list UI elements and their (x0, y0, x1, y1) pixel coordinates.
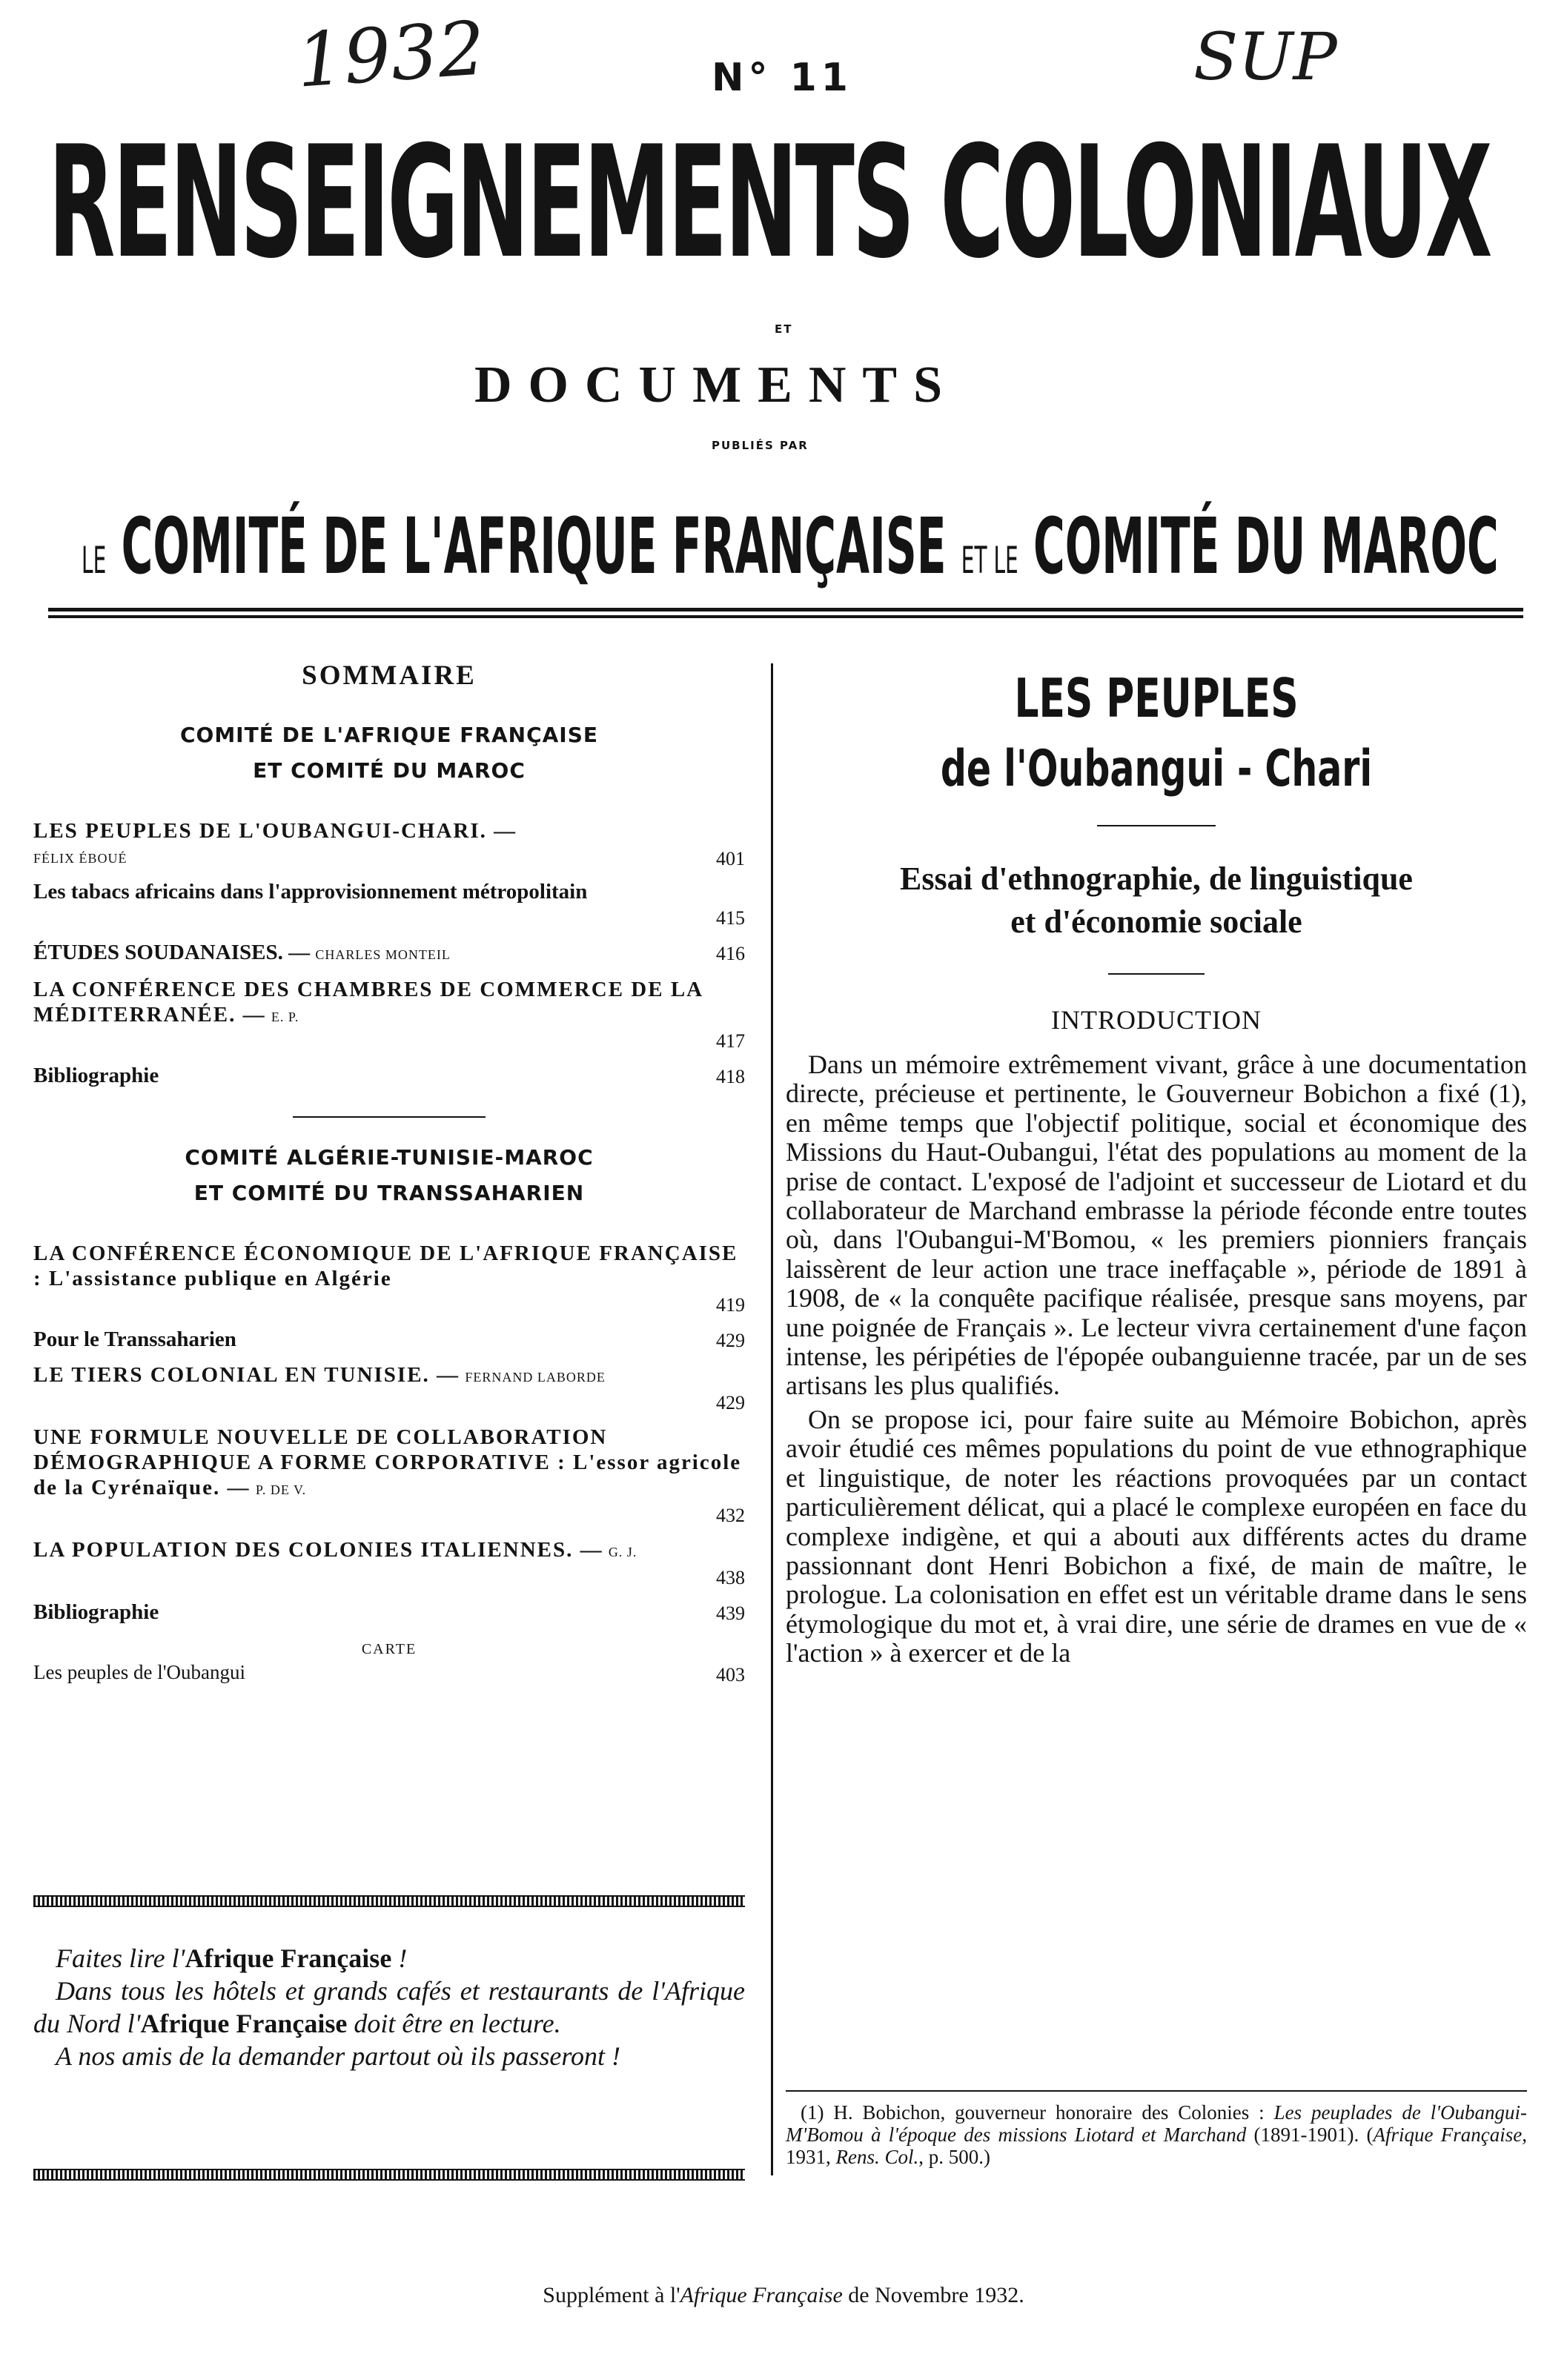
article-subtitle (786, 858, 1527, 944)
promo-line2-c: doit être en lecture. (347, 2009, 561, 2038)
toc-entry-title: LE TIERS COLONIAL EN TUNISIE. — (33, 1363, 460, 1387)
footnote-c: (1891-1901). ( (1246, 2124, 1374, 2146)
masthead-title: RENSEIGNEMENTS COLONIAUX (48, 113, 1491, 293)
toc-entry[interactable] (33, 1362, 745, 1416)
masthead-documents: DOCUMENTS (474, 357, 959, 414)
section1-heading-line2: ET COMITÉ DU MAROC (253, 758, 526, 783)
toc-entry-author: FERNAND LABORDE (465, 1370, 606, 1385)
promo-line3: A nos amis de la demander partout où ils passeront ! (56, 2041, 620, 2071)
masthead-committees (82, 501, 1499, 591)
toc-entry-page: 417 (713, 1029, 745, 1054)
issue-number: N° 11 (712, 56, 852, 100)
toc-entry[interactable] (33, 1241, 745, 1318)
promo-line1 (33, 1942, 745, 1975)
sommaire-heading: SOMMAIRE (302, 660, 477, 691)
toc-entry[interactable] (33, 818, 745, 872)
subtitle-rule (1108, 973, 1205, 975)
footnote-rule (786, 2090, 1527, 2092)
article-subtitle-line2: et d'économie sociale (1010, 904, 1302, 940)
toc-entry[interactable] (33, 1063, 745, 1090)
toc-entry-page: 429 (713, 1390, 745, 1416)
toc-entry-page: 438 (713, 1565, 745, 1591)
toc-entry[interactable] (33, 1537, 745, 1591)
masthead-committee-1: COMITÉ DE L'AFRIQUE FRANÇAISE (121, 501, 947, 591)
footer-a: Supplément à l' (543, 2283, 680, 2307)
toc-entry-page: 415 (713, 906, 745, 931)
promo-line2-b: Afrique Française (140, 2009, 348, 2038)
toc-entry-title: LA CONFÉRENCE ÉCONOMIQUE DE L'AFRIQUE FRANÇAISE : L'assistance publique en Algérie (33, 1242, 738, 1290)
masthead-rule-top (48, 608, 1523, 611)
promo-hatch-top (33, 1895, 745, 1907)
toc-entry-author: CHARLES MONTEIL (315, 947, 451, 962)
toc-entry-author: E. P. (271, 1010, 299, 1024)
toc-entry-page: 418 (713, 1064, 745, 1090)
article-title-line1: LES PEUPLES (1014, 667, 1299, 729)
footnote (786, 2101, 1527, 2168)
footnote-a: (1) H. Bobichon, gouverneur honoraire des Colonies : (801, 2101, 1274, 2124)
section2-heading-line1: COMITÉ ALGÉRIE-TUNISIE-MAROC (185, 1145, 594, 1170)
toc-entry[interactable] (33, 879, 745, 931)
article-title-line2: de l'Oubangui - Chari (940, 740, 1373, 798)
toc-entry-page: 432 (713, 1503, 745, 1528)
carte-entry[interactable] (33, 1661, 745, 1686)
toc-entry-page: 401 (713, 846, 745, 872)
handwritten-code: SUP (1193, 19, 1337, 95)
promo-box (33, 1942, 745, 2072)
toc-entry-title: Les tabacs africains dans l'approvisionnement métropolitain (33, 880, 588, 904)
toc-entry-title: LA POPULATION DES COLONIES ITALIENNES. — (33, 1538, 603, 1562)
masthead-published-by: PUBLIÉS PAR (712, 439, 809, 452)
toc-entry[interactable] (33, 977, 745, 1054)
toc-entry-page: 416 (713, 941, 745, 967)
section-separator (293, 1116, 486, 1118)
section1-toc (33, 818, 745, 1090)
toc-entry[interactable] (33, 1425, 745, 1528)
promo-hatch-bottom (33, 2169, 745, 2181)
masthead-le-1: LE (82, 539, 107, 582)
article-subtitle-line1: Essai d'ethnographie, de linguistique (900, 861, 1413, 897)
article-column (786, 667, 1527, 2168)
column-divider (771, 663, 773, 2175)
footer-b: Afrique Française (680, 2283, 843, 2307)
toc-entry-title: ÉTUDES SOUDANAISES. — (33, 941, 311, 964)
toc-entry-page: 439 (713, 1601, 745, 1626)
title-rule (1097, 825, 1216, 826)
footnote-d: Afrique Française (1373, 2124, 1523, 2146)
section-heading: INTRODUCTION (1051, 1005, 1262, 1035)
promo-line1-a: Faites lire l' (56, 1943, 185, 1973)
sommaire-column (33, 660, 745, 1686)
toc-entry-title: LA CONFÉRENCE DES CHAMBRES DE COMMERCE DE LA MÉDITERRANÉE. — (33, 978, 703, 1027)
footnote-b: Les peuplades de l'Oubangui-M'Bomou à l'époque des missions Liotard et Marchand (786, 2101, 1527, 2146)
section1-heading-line1: COMITÉ DE L'AFRIQUE FRANÇAISE (179, 723, 599, 747)
masthead-et-le: ET LE (961, 539, 1018, 582)
toc-entry-title: UNE FORMULE NOUVELLE DE COLLABORATION DÉMOGRAPHIQUE A FORME CORPORATIVE : L'essor agricole de la Cyrénaïque. — (33, 1425, 742, 1499)
masthead-and: ET (775, 322, 793, 336)
toc-entry-author: FÉLIX ÉBOUÉ (33, 851, 127, 866)
toc-entry[interactable] (33, 1327, 745, 1353)
toc-entry[interactable] (33, 1600, 745, 1626)
toc-entry-title: Pour le Transsaharien (33, 1327, 236, 1351)
article-body (786, 1050, 1527, 1668)
toc-entry-title: Bibliographie (33, 1064, 159, 1087)
footer-c: de Novembre 1932. (842, 2283, 1024, 2307)
handwritten-year: 1932 (294, 4, 488, 105)
section2-heading-line2: ET COMITÉ DU TRANSSAHARIEN (193, 1181, 585, 1205)
promo-line2 (33, 1975, 745, 2040)
carte-entry-page: 403 (716, 1664, 745, 1685)
masthead-rule-bottom (48, 615, 1523, 618)
carte-entry-title: Les peuples de l'Oubangui (33, 1661, 246, 1683)
page-footer (0, 2283, 1567, 2308)
footnote-f: Rens. Col. (835, 2146, 919, 2168)
toc-entry-page: 419 (713, 1293, 745, 1318)
promo-line1-c: ! (391, 1943, 408, 1973)
footnote-e: , 1931, (786, 2124, 1527, 2168)
toc-entry-page: 429 (713, 1328, 745, 1353)
section2-toc (33, 1241, 745, 1626)
carte-label: CARTE (361, 1641, 417, 1657)
promo-line2-a: Dans tous les hôtels et grands cafés et restaurants de l'Afrique du Nord l' (33, 1976, 745, 2038)
toc-entry-title: Bibliographie (33, 1600, 159, 1624)
promo-line1-b: Afrique Française (185, 1943, 392, 1973)
toc-entry[interactable] (33, 940, 745, 967)
toc-entry-author: G. J. (608, 1545, 637, 1559)
footnote-g: , p. 500.) (918, 2146, 990, 2168)
article-paragraph-1: Dans un mémoire extrêmement vivant, grâce à une documentation directe, précieuse et pertinente, le Gouverneur Bobichon a fixé (1), en même temps que l'objectif politique, social et économique des Missions du Haut-Oubangui, l'état des populations au moment de la prise de contact. L'exposé de l'adjoint et successeur de Liotard et du collaborateur de Marchand embrasse la période féconde entre toutes où, dans l'Oubangui-M'Bomou, « les premiers pionniers français laissèrent de leur action une trace ineffaçable », période de 1891 à 1908, de « la conquête pacifique réalisée, presque sans moyens, par une poignée de Français ». Le lecteur vivra certainement d'une façon intense, les péripéties de l'épopée oubanguienne tracée, par un de ses artisans les plus qualifiés. (786, 1050, 1527, 1401)
masthead-committee-2: COMITÉ DU MAROC (1033, 501, 1499, 591)
toc-entry-title: LES PEUPLES DE L'OUBANGUI-CHARI. — (33, 819, 517, 843)
toc-entry-author: P. DE V. (255, 1482, 307, 1497)
article-paragraph-2: On se propose ici, pour faire suite au Mémoire Bobichon, après avoir étudié ces mêmes populations du point de vue ethnographique et linguistique, de noter les réactions provoquées par un contact particulièrement délicat, qui a placé le complexe européen en face du complexe indigène, et qui a abouti aux différents actes du drame passionnant dont Henri Bobichon a fixé, de main de maître, le prologue. La colonisation en effet est un véritable drame dans le sens étymologique du mot et, à vrai dire, une série de drames en vue de « l'action » à exercer et de la (786, 1404, 1527, 1668)
